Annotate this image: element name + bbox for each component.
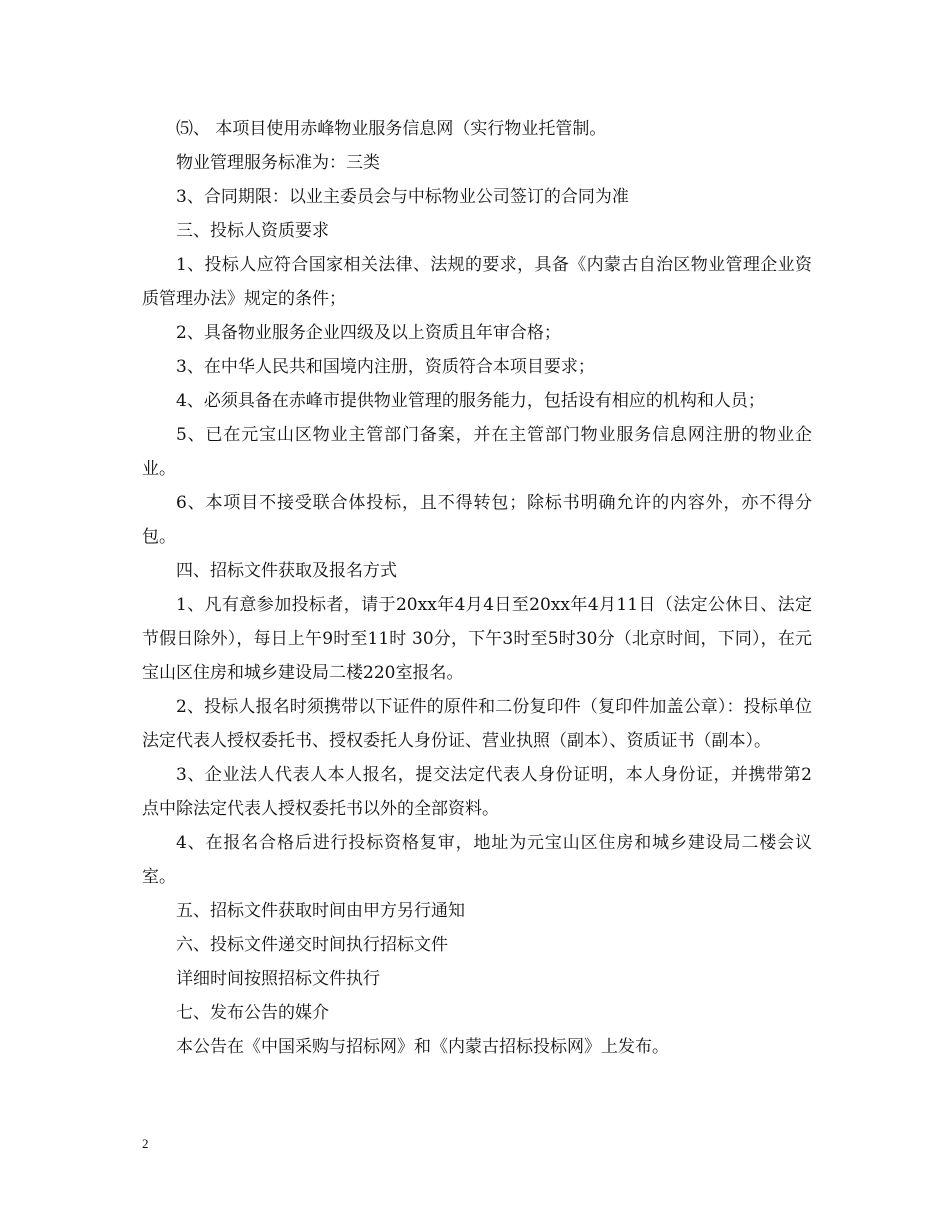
paragraph-5: 1、投标人应符合国家相关法律、法规的要求，具备《内蒙古自治区物业管理企业资质管理办法》规定的条件； bbox=[142, 255, 812, 309]
paragraph-8: 4、必须具备在赤峰市提供物业管理的服务能力，包括设有相应的机构和人员； bbox=[176, 391, 765, 411]
paragraph-20: 本公告在《中国采购与招标网》和《内蒙古招标投标网》上发布。 bbox=[176, 1037, 669, 1057]
paragraph-3: 3、合同期限：以业主委员会与中标物业公司签订的合同为准 bbox=[176, 187, 629, 207]
section-heading-6: 六、投标文件递交时间执行招标文件 bbox=[176, 935, 448, 955]
section-heading-3: 三、投标人资质要求 bbox=[176, 221, 329, 241]
paragraph-10: 6、本项目不接受联合体投标，且不得转包；除标书明确允许的内容外，亦不得分包。 bbox=[142, 493, 812, 547]
paragraph-13: 2、投标人报名时须携带以下证件的原件和二份复印件（复印件加盖公章）：投标单位法定代表人授权委托书、授权委托人身份证、营业执照（副本）、资质证书（副本）。 bbox=[142, 697, 812, 751]
paragraph-15: 4、在报名合格后进行投标资格复审，地址为元宝山区住房和城乡建设局二楼会议室。 bbox=[142, 833, 812, 887]
paragraph-7: 3、在中华人民共和国境内注册，资质符合本项目要求； bbox=[176, 357, 595, 377]
page-number: 2 bbox=[142, 1136, 149, 1151]
paragraph-1: ⑸、 本项目使用赤峰物业服务信息网（实行物业托管制。 bbox=[176, 119, 607, 139]
section-heading-5: 五、招标文件获取时间由甲方另行通知 bbox=[176, 901, 465, 921]
section-heading-4: 四、招标文件获取及报名方式 bbox=[176, 561, 397, 581]
document-body bbox=[142, 112, 812, 1064]
paragraph-2: 物业管理服务标准为：三类 bbox=[176, 153, 380, 173]
paragraph-18: 详细时间按照招标文件执行 bbox=[176, 969, 380, 989]
paragraph-14: 3、企业法人代表人本人报名，提交法定代表人身份证明，本人身份证，并携带第2 点中除法定代表人授权委托书以外的全部资料。 bbox=[142, 765, 812, 819]
paragraph-9: 5、已在元宝山区物业主管部门备案，并在主管部门物业服务信息网注册的物业企业。 bbox=[142, 425, 812, 479]
paragraph-12: 1、凡有意参加投标者，请于20xx年4月4日至20xx年4月11日（法定公休日、法定节假日除外），每日上午9时至11时 30分，下午3时至5时30分（北京时间，下同），在元宝山区住房和城乡建设局二楼220室报名。 bbox=[142, 595, 812, 683]
paragraph-6: 2、具备物业服务企业四级及以上资质且年审合格； bbox=[176, 323, 561, 343]
section-heading-7: 七、发布公告的媒介 bbox=[176, 1003, 329, 1023]
